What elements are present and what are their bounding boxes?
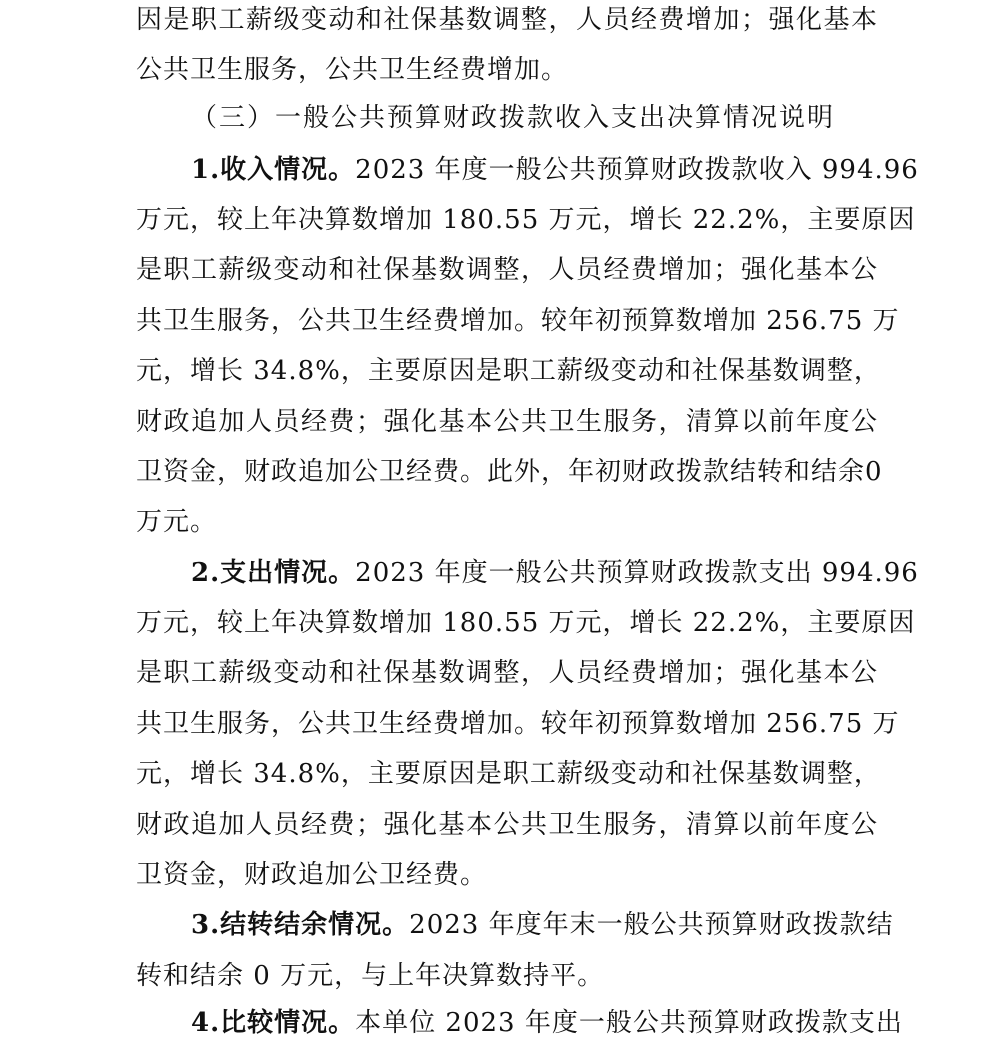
text-line: 卫资金，财政追加公卫经费。 (136, 860, 488, 890)
text-line: 转和结余 0 万元，与上年决算数持平。 (136, 961, 605, 991)
paragraph-1-text: 2023 年度一般公共预算财政拨款收入 994.96 (355, 155, 919, 185)
text-line: 因是职工薪级变动和社保基数调整，人员经费增加；强化基本 (136, 5, 878, 35)
text-line: 财政追加人员经费；强化基本公共卫生服务，清算以前年度公 (136, 810, 878, 840)
text-line: 是职工薪级变动和社保基数调整，人员经费增加；强化基本公 (136, 658, 878, 688)
paragraph-3-text: 2023 年度年末一般公共预算财政拨款结 (409, 910, 894, 940)
text-line: 是职工薪级变动和社保基数调整，人员经费增加；强化基本公 (136, 255, 878, 285)
text-line: 万元，较上年决算数增加 180.55 万元，增长 22.2%，主要原因 (136, 608, 916, 638)
paragraph-4-text: 本单位 2023 年度一般公共预算财政拨款支出 (355, 1008, 903, 1038)
paragraph-4-first-line (191, 1003, 903, 1043)
text-line: 卫资金，财政追加公卫经费。此外，年初财政拨款结转和结余0 (136, 457, 883, 487)
text-line: 万元。 (136, 507, 218, 537)
paragraph-3-first-line (191, 905, 894, 945)
paragraph-1-first-line (191, 150, 919, 190)
text-line: 财政追加人员经费；强化基本公共卫生服务，清算以前年度公 (136, 407, 878, 437)
text-line: 共卫生服务，公共卫生经费增加。较年初预算数增加 256.75 万 (136, 709, 900, 739)
paragraph-2-first-line (191, 553, 919, 593)
paragraph-2-text: 2023 年度一般公共预算财政拨款支出 994.96 (355, 558, 919, 588)
paragraph-3-lead: 3.结转结余情况。 (191, 910, 410, 940)
text-line: 元，增长 34.8%，主要原因是职工薪级变动和社保基数调整， (136, 356, 881, 386)
paragraph-1-lead: 1.收入情况。 (191, 155, 356, 185)
paragraph-2-lead: 2.支出情况。 (191, 558, 356, 588)
paragraph-4-lead: 4.比较情况。 (191, 1008, 356, 1038)
text-line: 万元，较上年决算数增加 180.55 万元，增长 22.2%，主要原因 (136, 205, 916, 235)
text-line: 公共卫生服务，公共卫生经费增加。 (136, 55, 569, 85)
text-line: 共卫生服务，公共卫生经费增加。较年初预算数增加 256.75 万 (136, 306, 900, 336)
section-heading: （三）一般公共预算财政拨款收入支出决算情况说明 (191, 103, 836, 133)
text-line: 元，增长 34.8%，主要原因是职工薪级变动和社保基数调整， (136, 759, 881, 789)
